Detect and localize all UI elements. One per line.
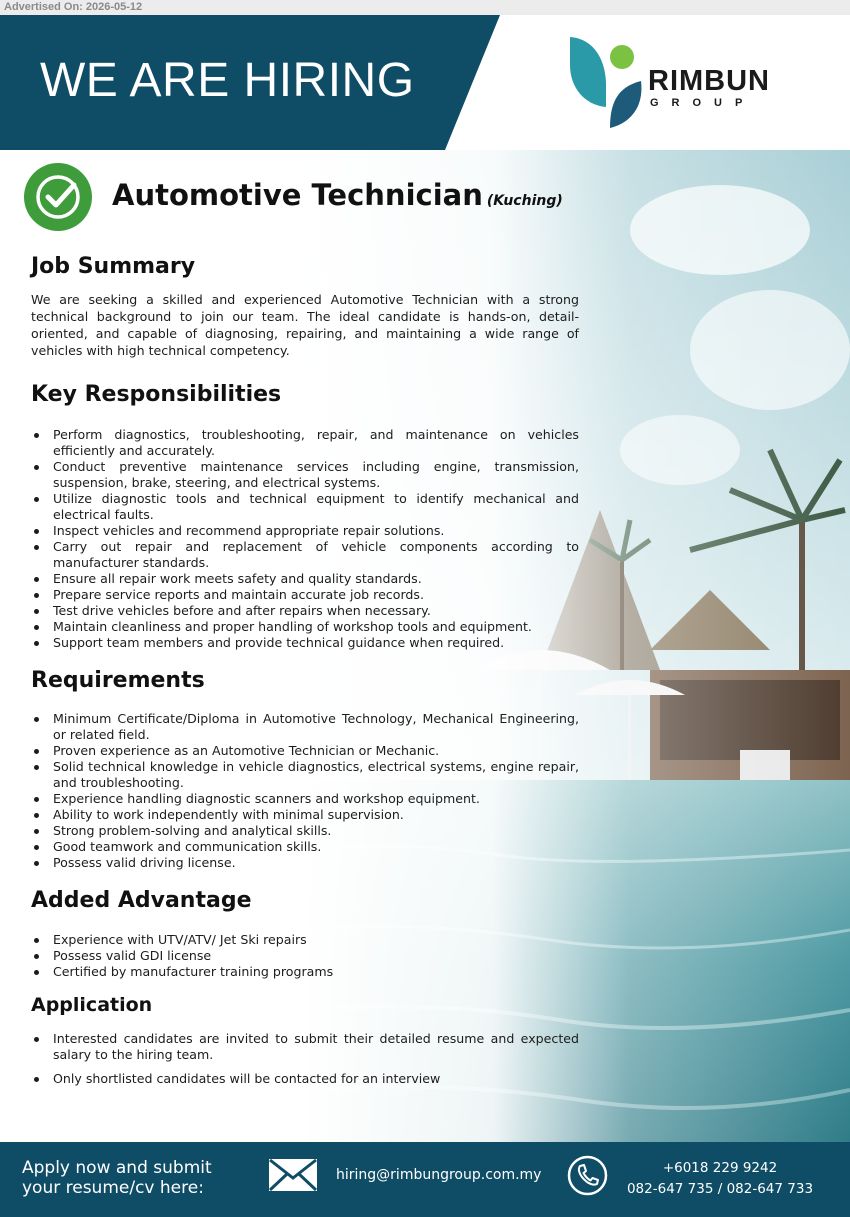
phone-icon: [567, 1155, 608, 1196]
list-item: Proven experience as an Automotive Technician or Mechanic.: [31, 743, 579, 759]
list-item: Utilize diagnostic tools and technical equipment to identify mechanical and electrical faults.: [31, 491, 579, 523]
job-title: [112, 178, 563, 212]
list-item: Experience with UTV/ATV/ Jet Ski repairs: [31, 932, 579, 948]
list-item: Possess valid GDI license: [31, 948, 579, 964]
list-item: Only shortlisted candidates will be contacted for an interview: [31, 1071, 579, 1087]
list-item: Test drive vehicles before and after repairs when necessary.: [31, 603, 579, 619]
requirements-list: [31, 711, 579, 871]
apply-line-2: your resume/cv here:: [22, 1178, 204, 1198]
application-list: [31, 1031, 579, 1095]
job-content: [0, 150, 850, 1142]
job-location: (Kuching): [486, 193, 563, 209]
list-item: Possess valid driving license.: [31, 855, 579, 871]
advantage-heading: Added Advantage: [31, 888, 252, 913]
list-item: Ensure all repair work meets safety and quality standards.: [31, 571, 579, 587]
list-item: Strong problem-solving and analytical skills.: [31, 823, 579, 839]
list-item: Good teamwork and communication skills.: [31, 839, 579, 855]
check-circle-icon: [24, 163, 92, 231]
list-item: Inspect vehicles and recommend appropriate repair solutions.: [31, 523, 579, 539]
list-item: Perform diagnostics, troubleshooting, repair, and maintenance on vehicles efficiently and accurately.: [31, 427, 579, 459]
list-item: Interested candidates are invited to submit their detailed resume and expected salary to the hiring team.: [31, 1031, 579, 1063]
advertised-date: Advertised On: 2026-05-12: [4, 1, 143, 13]
application-heading: Application: [31, 994, 153, 1016]
email-link[interactable]: hiring@rimbungroup.com.my: [336, 1167, 542, 1183]
logo-leaf-icon: [566, 35, 646, 130]
phone-numbers: [620, 1158, 820, 1200]
page-title: WE ARE HIRING: [40, 54, 415, 107]
list-item: Prepare service reports and maintain accurate job records.: [31, 587, 579, 603]
job-title-text: Automotive Technician: [112, 178, 483, 212]
apply-text: [22, 1158, 212, 1198]
footer-contact-bar: [0, 1142, 850, 1217]
header: [0, 15, 850, 150]
apply-line-1: Apply now and submit: [22, 1158, 212, 1178]
company-logo: [566, 35, 776, 130]
requirements-heading: Requirements: [31, 668, 205, 693]
list-item: Support team members and provide technical guidance when required.: [31, 635, 579, 651]
responsibilities-list: [31, 427, 579, 651]
mobile-number[interactable]: +6018 229 9242: [662, 1160, 778, 1176]
list-item: Solid technical knowledge in vehicle diagnostics, electrical systems, engine repair, and troubleshooting.: [31, 759, 579, 791]
list-item: Experience handling diagnostic scanners and workshop equipment.: [31, 791, 579, 807]
list-item: Conduct preventive maintenance services including engine, transmission, suspension, brake, steering, and electrical systems.: [31, 459, 579, 491]
responsibilities-heading: Key Responsibilities: [31, 382, 282, 407]
list-item: Ability to work independently with minimal supervision.: [31, 807, 579, 823]
envelope-icon: [268, 1158, 318, 1192]
list-item: Certified by manufacturer training programs: [31, 964, 579, 980]
list-item: Maintain cleanliness and proper handling of workshop tools and equipment.: [31, 619, 579, 635]
office-numbers[interactable]: 082-647 735 / 082-647 733: [626, 1181, 814, 1197]
advantage-list: [31, 932, 579, 980]
summary-text: We are seeking a skilled and experienced Automotive Technician with a strong technical background to join our team. The ideal candidate is hands-on, detail-oriented, and capable of diagnosing, repairing, and maintaining a wide range of vehicles with high technical competency.: [31, 292, 579, 358]
advertised-date-bar: [0, 0, 850, 15]
list-item: Carry out repair and replacement of vehicle components according to manufacturer standards.: [31, 539, 579, 571]
list-item: Minimum Certificate/Diploma in Automotive Technology, Mechanical Engineering, or related field.: [31, 711, 579, 743]
summary-heading: Job Summary: [31, 254, 196, 279]
logo-name: RIMBUN: [648, 65, 770, 97]
logo-group: GROUP: [650, 97, 756, 109]
